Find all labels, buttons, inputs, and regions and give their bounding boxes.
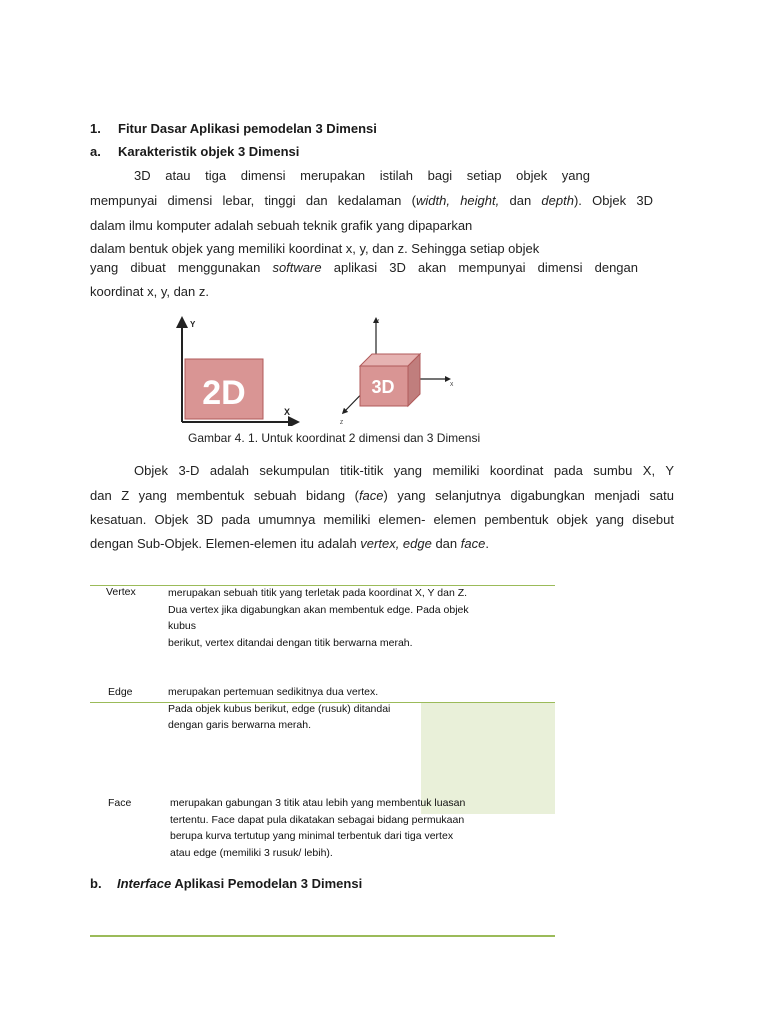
table-row-label-face: Face — [108, 797, 132, 809]
figure-2d — [170, 314, 300, 426]
label-3d: 3D — [371, 377, 395, 397]
axis-z-label-3d: Z — [340, 420, 344, 426]
para2-line2: dan Z yang membentuk sebuah bidang (face) yang selanjutnya digabungkan menjadi satu — [90, 488, 674, 503]
vertex-desc-line: merupakan sebuah titik yang terletak pada koordinat X, Y dan Z. — [168, 587, 468, 599]
label-2d: 2D — [202, 374, 246, 412]
edge-desc-line: Pada objek kubus berikut, edge (rusuk) ditandai — [168, 702, 391, 715]
para1-line6: koordinat x, y, dan z. — [90, 284, 209, 299]
vertex-desc-line: berikut, vertex ditandai dengan titik berwarna merah. — [168, 636, 413, 649]
figure-3d — [330, 314, 460, 426]
table-row-edge-desc — [168, 684, 528, 734]
vertex-desc-line: Dua vertex jika digabungkan akan membentuk edge. Pada objek — [168, 603, 469, 616]
para1-line2: mempunyai dimensi lebar, tinggi dan kedalaman (width, height, dan depth). Objek 3D — [90, 193, 653, 208]
axis-y-label: Y — [190, 320, 196, 329]
axis-x-label: X — [284, 407, 291, 417]
section-b-title: Interface Aplikasi Pemodelan 3 Dimensi — [117, 876, 363, 891]
face-desc-line: atau edge (memiliki 3 rusuk/ lebih). — [170, 846, 333, 859]
section-a-title: Karakteristik objek 3 Dimensi — [118, 144, 300, 159]
table-row-label-edge: Edge — [108, 686, 133, 698]
figure-caption: Gambar 4. 1. Untuk koordinat 2 dimensi dan 3 Dimensi — [188, 431, 481, 445]
table-row-label-vertex: Vertex — [106, 586, 136, 598]
face-desc-line: tertentu. Face dapat pula dikatakan sebagai bidang permukaan — [170, 813, 465, 826]
bottom-rule — [90, 935, 555, 937]
axis-x-label-3d: X — [450, 382, 454, 388]
face-desc-line: berupa kurva tertutup yang minimal terbentuk dari tiga vertex — [170, 830, 454, 842]
section-1-number: 1. — [90, 121, 101, 136]
section-b-letter: b. — [90, 876, 102, 891]
edge-desc-line: merupakan pertemuan sedikitnya dua vertex. — [168, 686, 379, 698]
section-a-letter: a. — [90, 144, 101, 159]
edge-desc-line: dengan garis berwarna merah. — [168, 719, 312, 731]
table-row-face-desc — [170, 795, 540, 861]
para1-line1: 3D atau tiga dimensi merupakan istilah bagi setiap objek yang — [134, 168, 590, 183]
section-1-title: Fitur Dasar Aplikasi pemodelan 3 Dimensi — [118, 121, 377, 136]
axis-y-label-3d: Y — [376, 319, 380, 325]
table-row-vertex-desc — [168, 585, 528, 651]
para2-line1: Objek 3-D adalah sekumpulan titik-titik yang memiliki koordinat pada sumbu X, Y — [134, 463, 674, 478]
para2-line3: kesatuan. Objek 3D pada umumnya memiliki elemen- elemen pembentuk objek yang disebut — [90, 512, 674, 527]
face-desc-line: merupakan gabungan 3 titik atau lebih yang membentuk luasan — [170, 797, 466, 809]
para2-line4: dengan Sub-Objek. Elemen-elemen itu adalah vertex, edge dan face. — [90, 536, 489, 551]
para1-line5: yang dibuat menggunakan software aplikasi 3D akan mempunyai dimensi dengan — [90, 260, 638, 275]
para1-line3: dalam ilmu komputer adalah sebuah teknik grafik yang dipaparkan — [90, 218, 473, 233]
para1-line4: dalam bentuk objek yang memiliki koordinat x, y, dan z. Sehingga setiap objek — [90, 241, 540, 256]
vertex-desc-line: kubus — [168, 620, 197, 632]
